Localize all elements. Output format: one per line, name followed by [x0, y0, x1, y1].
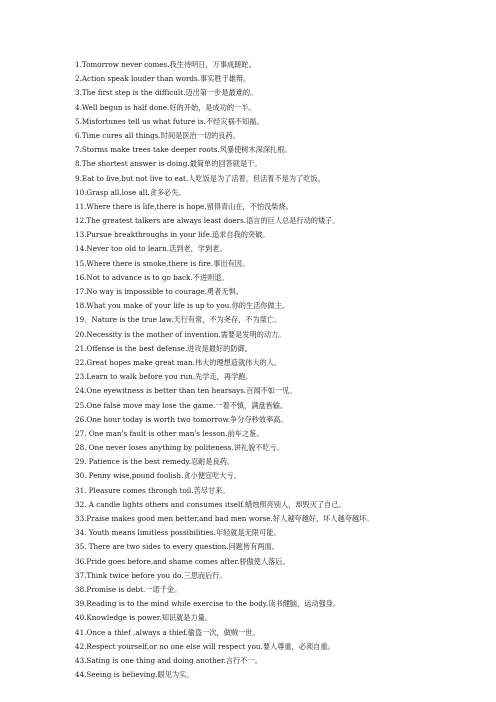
document-page	[75, 58, 485, 682]
text-line: 18.What you make of your life is up to you.你的生活你做主。	[75, 301, 290, 311]
text-line: 27. One man's fault is other man's lesson.前车之鉴。	[75, 428, 264, 438]
text-line: 14.Never too old to learn.活到老，学到老。	[75, 244, 227, 254]
text-line: 10.Grasp all,lose all.贪多必失。	[75, 187, 186, 197]
text-line: 36.Pride goes before,and shame comes after.骄傲使人落后。	[75, 556, 290, 566]
text-line: 32. A candle lights others and consumes itself.蜡烛照亮别人，却毁灭了自己。	[75, 499, 346, 509]
text-line: 5.Misfortunes tell us what future is.不经灾祸不知福。	[75, 116, 264, 126]
text-line: 7.Storms make trees take deeper roots.风暴使树木深深扎根。	[75, 145, 292, 155]
text-line: 16.Not to advance is to go back.不进则退。	[75, 272, 229, 282]
text-line: 23.Learn to walk before you run.先学走，再学跑。	[75, 372, 253, 382]
text-line: 38.Promise is debt.一诺千金。	[75, 584, 182, 594]
text-line: 37.Think twice before you do.三思而后行。	[75, 570, 227, 580]
text-line: 20.Necessity is the mother of invention.需要是发明的动力。	[75, 329, 286, 339]
text-line: 33.Praise makes good men better,and bad men worse.好人越夸越好，坏人越夸越坏。	[75, 514, 374, 523]
text-line: 11.Where there is life,there is hope.留得青山在，不怕没柴烧。	[75, 201, 293, 211]
text-line: 44.Seeing is believing.眼见为实。	[75, 670, 194, 680]
text-line: 12.The greatest talkers are always least doers.语言的巨人总是行动的矮子。	[75, 216, 340, 226]
text-line: 25.One false move may lose the game.一着不慎，满盘皆输。	[75, 400, 288, 410]
text-line: 13.Pursue breakthroughs in your life.追求自我的突破。	[75, 230, 270, 240]
text-line: 24.One eyewitness is better than ten hearsays.百闻不如一见。	[75, 386, 297, 396]
text-line: 17.No way is impossible to courage.勇者无惧。	[75, 287, 243, 296]
text-line: 42.Respect yourself,or no one else will respect you.要人尊重，必须自重。	[75, 641, 335, 651]
text-line: 15.Where there is smoke,there is fire.事出有因。	[75, 258, 250, 268]
text-line: 8.The shortest answer is doing.最简单的回答就是干。	[75, 159, 262, 169]
text-line: 2.Action speak louder than words.事实胜于雄辩。	[75, 74, 251, 84]
text-line: 41.Once a thief ,always a thief.偷盗一次，做贼一世。	[75, 627, 260, 637]
text-line: 19．Nature is the true law.天行有常，不为尧存，不为桀亡。	[75, 315, 282, 325]
text-line: 22.Great hopes make great man.伟大的理想造就伟大的人。	[75, 357, 282, 367]
text-line: 21.Offense is the best defense.进攻是最好的防御。	[75, 343, 252, 353]
text-line: 3.The first step is the difficult.迈出第一步是最难的。	[75, 88, 258, 98]
text-line: 1.Tomorrow never comes.我生待明日，万事成蹉跎。	[75, 60, 256, 69]
text-line: 29. Patience is the best remedy.忍耐是良药。	[75, 457, 235, 467]
text-line: 43.Sating is one thing and doing another.言行不一。	[75, 655, 262, 665]
text-line: 31. Pleasure comes through toil.苦尽甘来。	[75, 485, 230, 495]
text-line: 35. There are two sides to every question.问题皆有两面。	[75, 542, 279, 552]
text-line: 9.Eat to live,but not live to eat.人吃饭是为了活着，但活着不是为了吃饭。	[75, 173, 325, 183]
text-line: 4.Well begun is half done.好的开始，是成功的一半。	[75, 102, 256, 112]
text-line: 30. Penny wise,pound foolish.贪小便宜吃大亏。	[75, 471, 241, 481]
text-line: 26.One hour today is worth two tomorrow.争分夺秒效率高。	[75, 414, 288, 424]
text-line: 6.Time cures all things.时间是医治一切的良药。	[75, 130, 240, 140]
text-line: 39.Reading is to the mind while exercise to the body.读书健脑，运动强身。	[75, 599, 341, 609]
text-line: 40.Knowledge is power.知识就是力量。	[75, 613, 213, 623]
text-line: 34. Youth means limitless possibilities.年轻就是无限可能。	[75, 528, 281, 538]
text-line: 28. One never loses anything by politeness.讲礼貌不吃亏。	[75, 443, 285, 453]
